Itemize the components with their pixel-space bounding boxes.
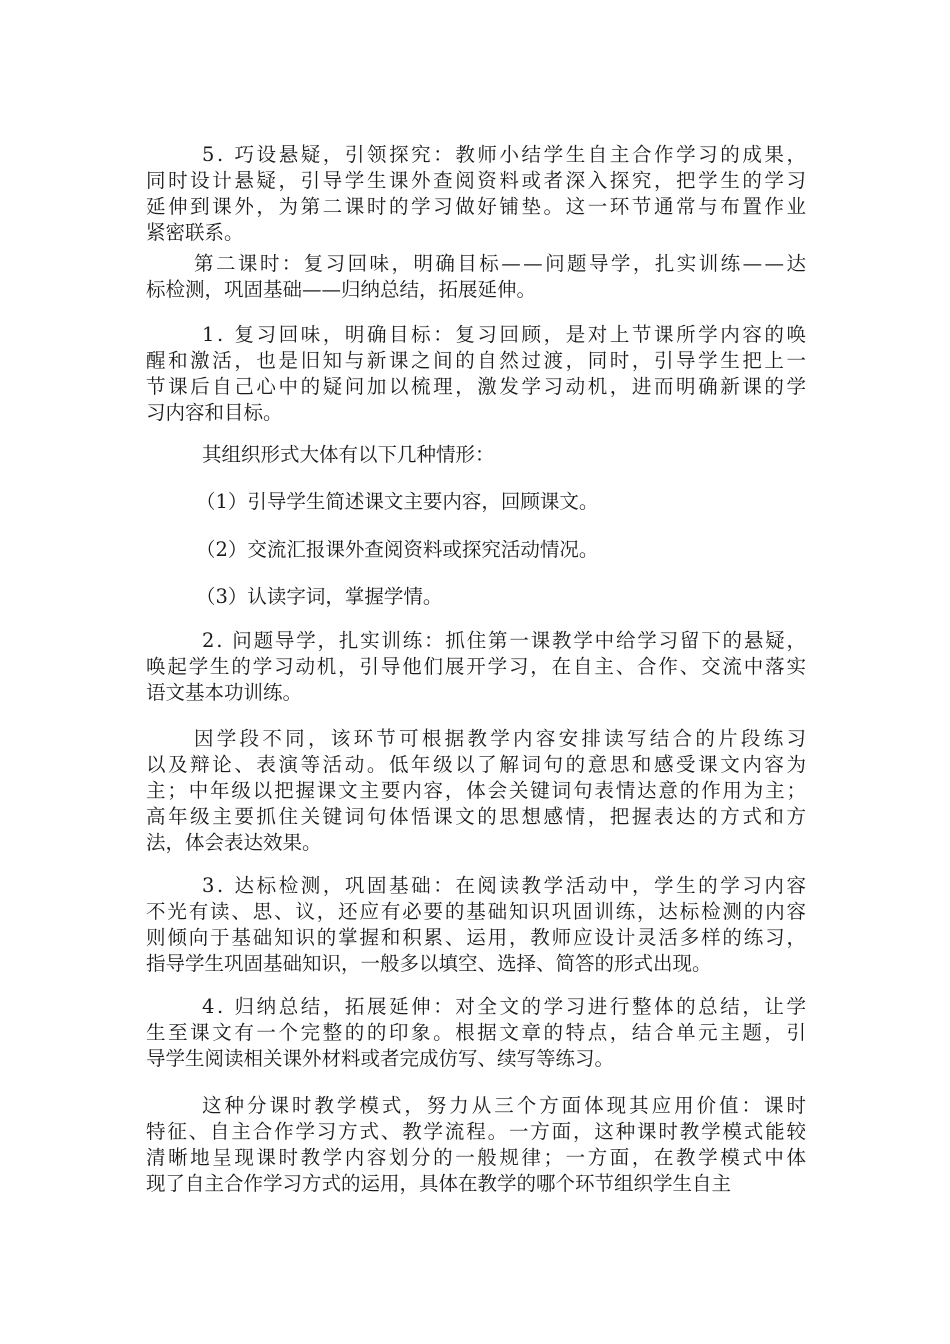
list-item-3 bbox=[196, 584, 442, 610]
text-line: 以及辩论、表演等活动。低年级以了解词句的意思和感受课文内容为 bbox=[146, 753, 809, 776]
paragraph-model-value bbox=[146, 1093, 809, 1197]
text-line: 这种分课时教学模式，努力从三个方面体现其应用价值：课时 bbox=[202, 1094, 809, 1117]
text-line: 清晰地呈现课时教学内容划分的一般规律；一方面，在教学模式中体 bbox=[146, 1146, 809, 1169]
list-item-2 bbox=[196, 537, 598, 563]
text-line: 因学段不同，该环节可根据教学内容安排读写结合的片段练习 bbox=[194, 727, 810, 750]
text-line: 1. 复习回味，明确目标：复习回顾，是对上节课所学内容的唤 bbox=[202, 323, 809, 346]
paragraph-stages bbox=[146, 726, 809, 856]
text-line: 则倾向于基础知识的掌握和积累、运用，教师应设计灵活多样的练习， bbox=[146, 926, 808, 949]
text-line: 现了自主合作学习方式的运用，具体在教学的哪个环节组织学生自主 bbox=[146, 1172, 732, 1195]
text-line: 同时设计悬疑，引导学生课外查阅资料或者深入探究，把学生的学习 bbox=[146, 169, 809, 192]
text-line: 习内容和目标。 bbox=[146, 401, 283, 424]
paragraph-summary bbox=[146, 994, 809, 1072]
text-line: 主；中年级以把握课文主要内容，体会关键词句表情达意的作用为主； bbox=[146, 779, 808, 802]
text-line: 其组织形式大体有以下几种情形： bbox=[202, 443, 495, 466]
text-line: 2. 问题导学，扎实训练：抓住第一课教学中给学习留下的悬疑， bbox=[202, 629, 808, 652]
text-line: 法，体会表达效果。 bbox=[146, 831, 322, 854]
text-line: 第二课时：复习回味，明确目标——问题导学，扎实训练——达 bbox=[194, 252, 809, 275]
text-line: 不光有读、思、议，还应有必要的基础知识巩固训练，达标检测的内容 bbox=[146, 900, 808, 923]
paragraph-assessment bbox=[146, 873, 809, 977]
list-item-1 bbox=[196, 489, 598, 515]
text-line: （1）引导学生简述课文主要内容，回顾课文。 bbox=[196, 490, 599, 513]
paragraph-inquiry bbox=[146, 142, 809, 246]
text-line: （3）认读字词，掌握学情。 bbox=[196, 585, 443, 608]
text-line: 唤起学生的学习动机，引导他们展开学习，在自主、合作、交流中落实 bbox=[146, 655, 808, 678]
paragraph-second-lesson bbox=[146, 251, 808, 303]
paragraph-problem-guided bbox=[146, 628, 808, 706]
text-line: 醒和激活，也是旧知与新课之间的自然过渡，同时，引导学生把上一 bbox=[146, 349, 809, 372]
text-line: （2）交流汇报课外查阅资料或探究活动情况。 bbox=[196, 538, 599, 561]
text-line: 特征、自主合作学习方式、教学流程。一方面，这种课时教学模式能较 bbox=[146, 1120, 808, 1143]
text-line: 高年级主要抓住关键词句体悟课文的思想感情，把握表达的方式和方 bbox=[146, 805, 809, 828]
text-line: 延伸到课外，为第二课时的学习做好铺垫。这一环节通常与布置作业 bbox=[146, 195, 809, 218]
paragraph-review bbox=[146, 322, 809, 426]
text-line: 4. 归纳总结，拓展延伸：对全文的学习进行整体的总结，让学 bbox=[202, 995, 809, 1018]
paragraph-forms-intro bbox=[202, 442, 495, 468]
text-line: 紧密联系。 bbox=[146, 221, 244, 244]
text-line: 生至课文有一个完整的的印象。根据文章的特点，结合单元主题，引 bbox=[146, 1021, 809, 1044]
text-line: 节课后自己心中的疑问加以梳理，激发学习动机，进而明确新课的学 bbox=[146, 375, 809, 398]
text-line: 标检测，巩固基础——归纳总结，拓展延伸。 bbox=[146, 278, 537, 301]
text-line: 3. 达标检测，巩固基础：在阅读教学活动中，学生的学习内容 bbox=[202, 874, 809, 897]
text-line: 5. 巧设悬疑，引领探究：教师小结学生自主合作学习的成果， bbox=[202, 143, 809, 166]
text-line: 语文基本功训练。 bbox=[146, 681, 303, 704]
text-line: 导学生阅读相关课外材料或者完成仿写、续写等练习。 bbox=[146, 1047, 615, 1070]
text-line: 指导学生巩固基础知识，一般多以填空、选择、简答的形式出现。 bbox=[146, 952, 712, 975]
